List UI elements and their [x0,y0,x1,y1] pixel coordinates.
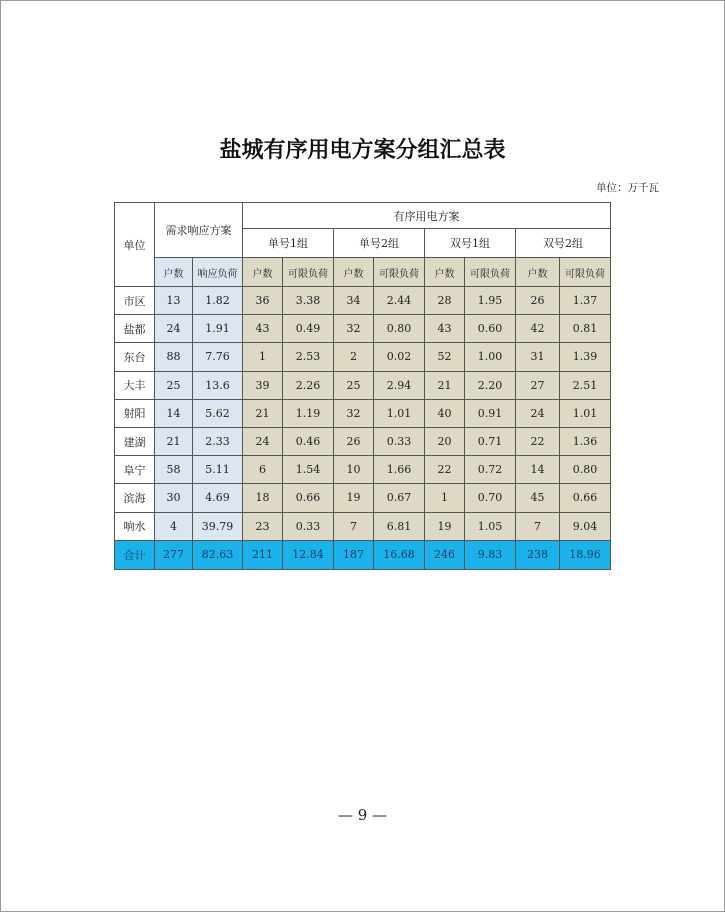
table-cell: 0.49 [283,315,334,343]
table-cell: 45 [516,484,560,512]
table-cell: 1.05 [465,512,516,540]
group-header: 单号1组 [243,229,334,258]
table-cell: 27 [516,371,560,399]
table-cell: 30 [155,484,193,512]
unit-cell: 市区 [115,287,155,315]
table-cell: 6 [243,456,283,484]
sub-header: 户数 [334,258,374,287]
table-row [115,484,611,512]
table-cell: 20 [425,427,465,455]
table-cell: 19 [425,512,465,540]
table-cell: 13.6 [193,371,243,399]
table-cell: 9.83 [465,540,516,569]
table-cell: 9.04 [560,512,611,540]
table-cell: 32 [334,399,374,427]
table-cell: 0.91 [465,399,516,427]
table-cell: 52 [425,343,465,371]
table-row [115,512,611,540]
table-cell: 1.39 [560,343,611,371]
demand-header: 需求响应方案 [155,203,243,258]
unit-cell: 滨海 [115,484,155,512]
table-cell: 2.94 [374,371,425,399]
table-cell: 1.66 [374,456,425,484]
table-cell: 28 [425,287,465,315]
table-row [115,287,611,315]
table-cell: 21 [155,427,193,455]
table-cell: 14 [155,399,193,427]
table-cell: 0.80 [560,456,611,484]
table-cell: 0.46 [283,427,334,455]
table-cell: 36 [243,287,283,315]
table-cell: 40 [425,399,465,427]
unit-cell: 大丰 [115,371,155,399]
table-cell: 88 [155,343,193,371]
table-cell: 187 [334,540,374,569]
table-cell: 211 [243,540,283,569]
table-cell: 26 [334,427,374,455]
sub-header: 户数 [516,258,560,287]
table-cell: 1.36 [560,427,611,455]
unit-cell: 东台 [115,343,155,371]
table-cell: 7 [516,512,560,540]
table-cell: 0.33 [283,512,334,540]
unit-cell: 合计 [115,540,155,569]
unit-cell: 盐都 [115,315,155,343]
table-cell: 0.66 [560,484,611,512]
table-cell: 0.66 [283,484,334,512]
table-cell: 0.67 [374,484,425,512]
table-cell: 16.68 [374,540,425,569]
table-cell: 19 [334,484,374,512]
table-cell: 5.62 [193,399,243,427]
table-cell: 18 [243,484,283,512]
unit-header: 单位 [115,203,155,287]
table-row [115,343,611,371]
table-cell: 39 [243,371,283,399]
table-cell: 238 [516,540,560,569]
group-header: 双号2组 [516,229,611,258]
table-cell: 1.37 [560,287,611,315]
table-cell: 14 [516,456,560,484]
table-cell: 0.71 [465,427,516,455]
table-cell: 277 [155,540,193,569]
group-header: 单号2组 [334,229,425,258]
table-cell: 2.33 [193,427,243,455]
table-cell: 43 [243,315,283,343]
table-cell: 32 [334,315,374,343]
table-row [115,371,611,399]
table-cell: 1.82 [193,287,243,315]
table-cell: 25 [155,371,193,399]
table-cell: 24 [155,315,193,343]
sub-header: 响应负荷 [193,258,243,287]
group-header: 双号1组 [425,229,516,258]
sub-header: 户数 [155,258,193,287]
table-cell: 13 [155,287,193,315]
table-cell: 21 [243,399,283,427]
table-cell: 2 [334,343,374,371]
sub-header: 户数 [243,258,283,287]
summary-table [114,202,611,570]
table-cell: 1.01 [560,399,611,427]
orderly-header: 有序用电方案 [243,203,611,229]
table-cell: 1.01 [374,399,425,427]
unit-cell: 建湖 [115,427,155,455]
table-cell: 42 [516,315,560,343]
table-cell: 2.51 [560,371,611,399]
table-row [115,456,611,484]
sub-header: 户数 [425,258,465,287]
table-cell: 0.80 [374,315,425,343]
table-cell: 4.69 [193,484,243,512]
unit-cell: 响水 [115,512,155,540]
sub-header: 可限负荷 [283,258,334,287]
table-cell: 7.76 [193,343,243,371]
table-cell: 4 [155,512,193,540]
table-cell: 24 [243,427,283,455]
table-cell: 1.95 [465,287,516,315]
table-cell: 0.72 [465,456,516,484]
unit-label: 单位：万千瓦 [596,182,659,194]
table-cell: 1 [425,484,465,512]
table-cell: 1.19 [283,399,334,427]
table-cell: 2.44 [374,287,425,315]
sub-header: 可限负荷 [374,258,425,287]
table-cell: 34 [334,287,374,315]
page-title: 盐城有序用电方案分组汇总表 [219,138,506,163]
table-cell: 43 [425,315,465,343]
table-cell: 58 [155,456,193,484]
table-cell: 39.79 [193,512,243,540]
table-cell: 0.70 [465,484,516,512]
table-cell: 21 [425,371,465,399]
table-cell: 1.00 [465,343,516,371]
table-cell: 26 [516,287,560,315]
table-cell: 1 [243,343,283,371]
unit-cell: 阜宁 [115,456,155,484]
table-cell: 7 [334,512,374,540]
table-cell: 1.91 [193,315,243,343]
table-cell: 25 [334,371,374,399]
table-cell: 2.20 [465,371,516,399]
table-cell: 0.02 [374,343,425,371]
table-cell: 0.33 [374,427,425,455]
table-row [115,399,611,427]
table-cell: 3.38 [283,287,334,315]
header-row-1 [115,203,611,229]
table-cell: 2.53 [283,343,334,371]
table-cell: 82.63 [193,540,243,569]
table-cell: 10 [334,456,374,484]
table-cell: 24 [516,399,560,427]
table-cell: 22 [516,427,560,455]
table-cell: 22 [425,456,465,484]
table-cell: 18.96 [560,540,611,569]
sub-header: 可限负荷 [560,258,611,287]
table-cell: 246 [425,540,465,569]
table-cell: 1.54 [283,456,334,484]
table-cell: 6.81 [374,512,425,540]
header-row-3 [115,258,611,287]
table-row [115,315,611,343]
total-row [115,540,611,569]
table-cell: 23 [243,512,283,540]
table-row [115,427,611,455]
table-cell: 12.84 [283,540,334,569]
table-cell: 0.60 [465,315,516,343]
table-cell: 5.11 [193,456,243,484]
table-cell: 0.81 [560,315,611,343]
sub-header: 可限负荷 [465,258,516,287]
unit-cell: 射阳 [115,399,155,427]
table-cell: 2.26 [283,371,334,399]
page-number: — 9 — [337,806,388,824]
table-cell: 31 [516,343,560,371]
